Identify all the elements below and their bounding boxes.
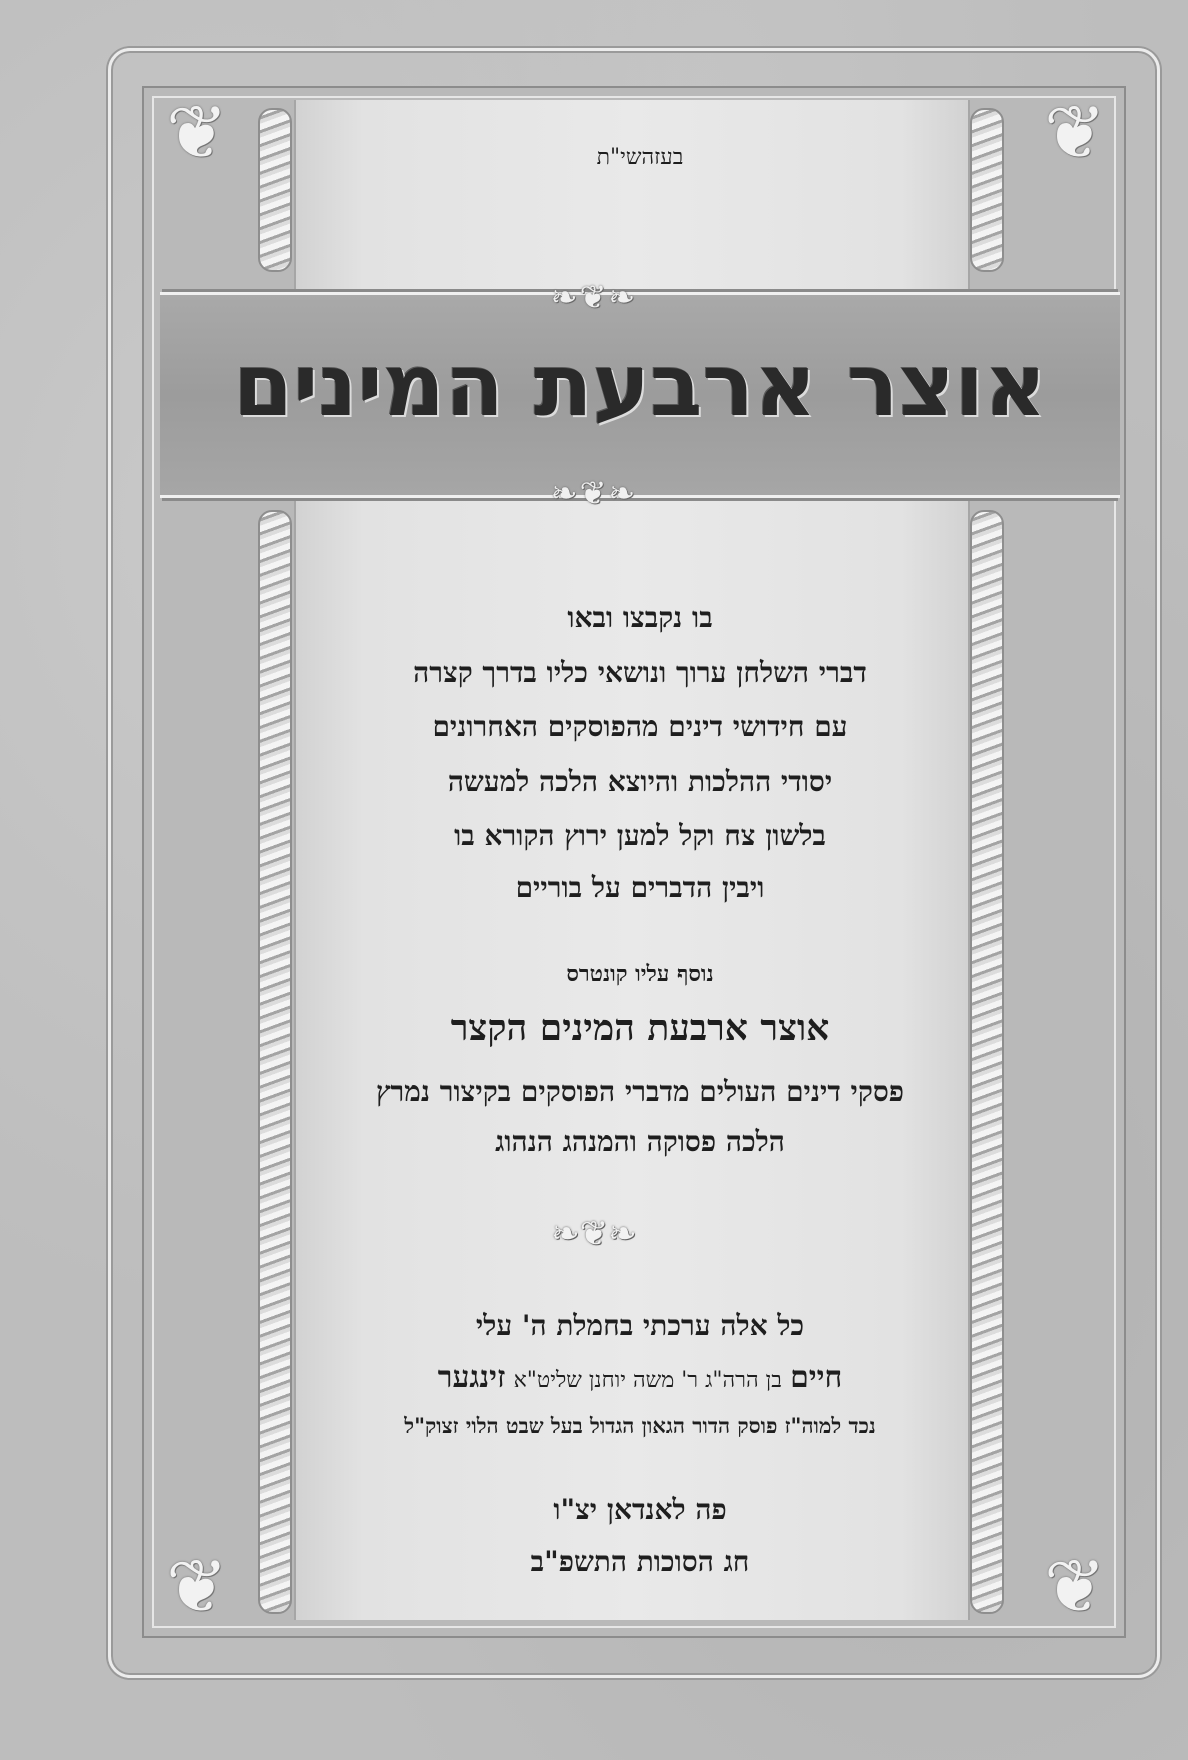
author-surname: זינגער [437,1360,506,1395]
imprint-date: חג הסוכות התשפ"ב [530,1545,750,1578]
rope-pillar-right-top [970,108,1004,272]
flourish-icon: ❧❦❧ [551,1214,637,1254]
description-line: ויבין הדברים על בוריים [515,871,765,904]
flourish-icon: ❧❦❧ [550,474,638,512]
flourish-icon: ❧❦❧ [550,278,638,316]
description-line: יסודי ההלכות והיוצא הלכה למעשה [447,765,833,798]
corner-ornament-icon: ❦ [165,1544,228,1630]
rope-pillar-left-top [258,108,292,272]
corner-ornament-icon: ❦ [1043,90,1106,176]
page-title: אוצר ארבעת המינים [233,336,1047,436]
description-line: בו נקבצו ובאו [567,601,713,634]
author-father: בן הרה"ג ר' משה יוחנן שליט"א [513,1368,782,1393]
description-line: בלשון צח וקל למען ירוץ הקורא בו [454,819,826,852]
author-intro: כל אלה ערכתי בחמלת ה' עלי [475,1309,805,1342]
addition-intro: נוסף עליו קונטרס [566,961,714,987]
author-lineage: נכד למוה"ז פוסק הדור הגאון הגדול בעל שבט הלוי זצוק"ל [404,1413,876,1438]
corner-ornament-icon: ❦ [1043,1544,1106,1630]
author-first-name: חיים [790,1360,843,1395]
description-line: דברי השלחן ערוך ונושאי כליו בדרך קצרה [413,656,867,689]
imprint-place: פה לאנדאן יצ"ו [553,1493,727,1526]
description-line: עם חידושי דינים מהפוסקים האחרונים [432,710,848,743]
addition-line: פסקי דינים העולים מדברי הפוסקים בקיצור נמרץ [375,1075,905,1108]
corner-ornament-icon: ❦ [165,90,228,176]
top-mark: בעזהשי"ת [596,145,684,170]
addition-line: הלכה פסוקה והמנהג הנהוג [495,1125,785,1158]
author-name-line [160,1356,1120,1403]
addition-title: אוצר ארבעת המינים הקצר [450,1007,830,1049]
